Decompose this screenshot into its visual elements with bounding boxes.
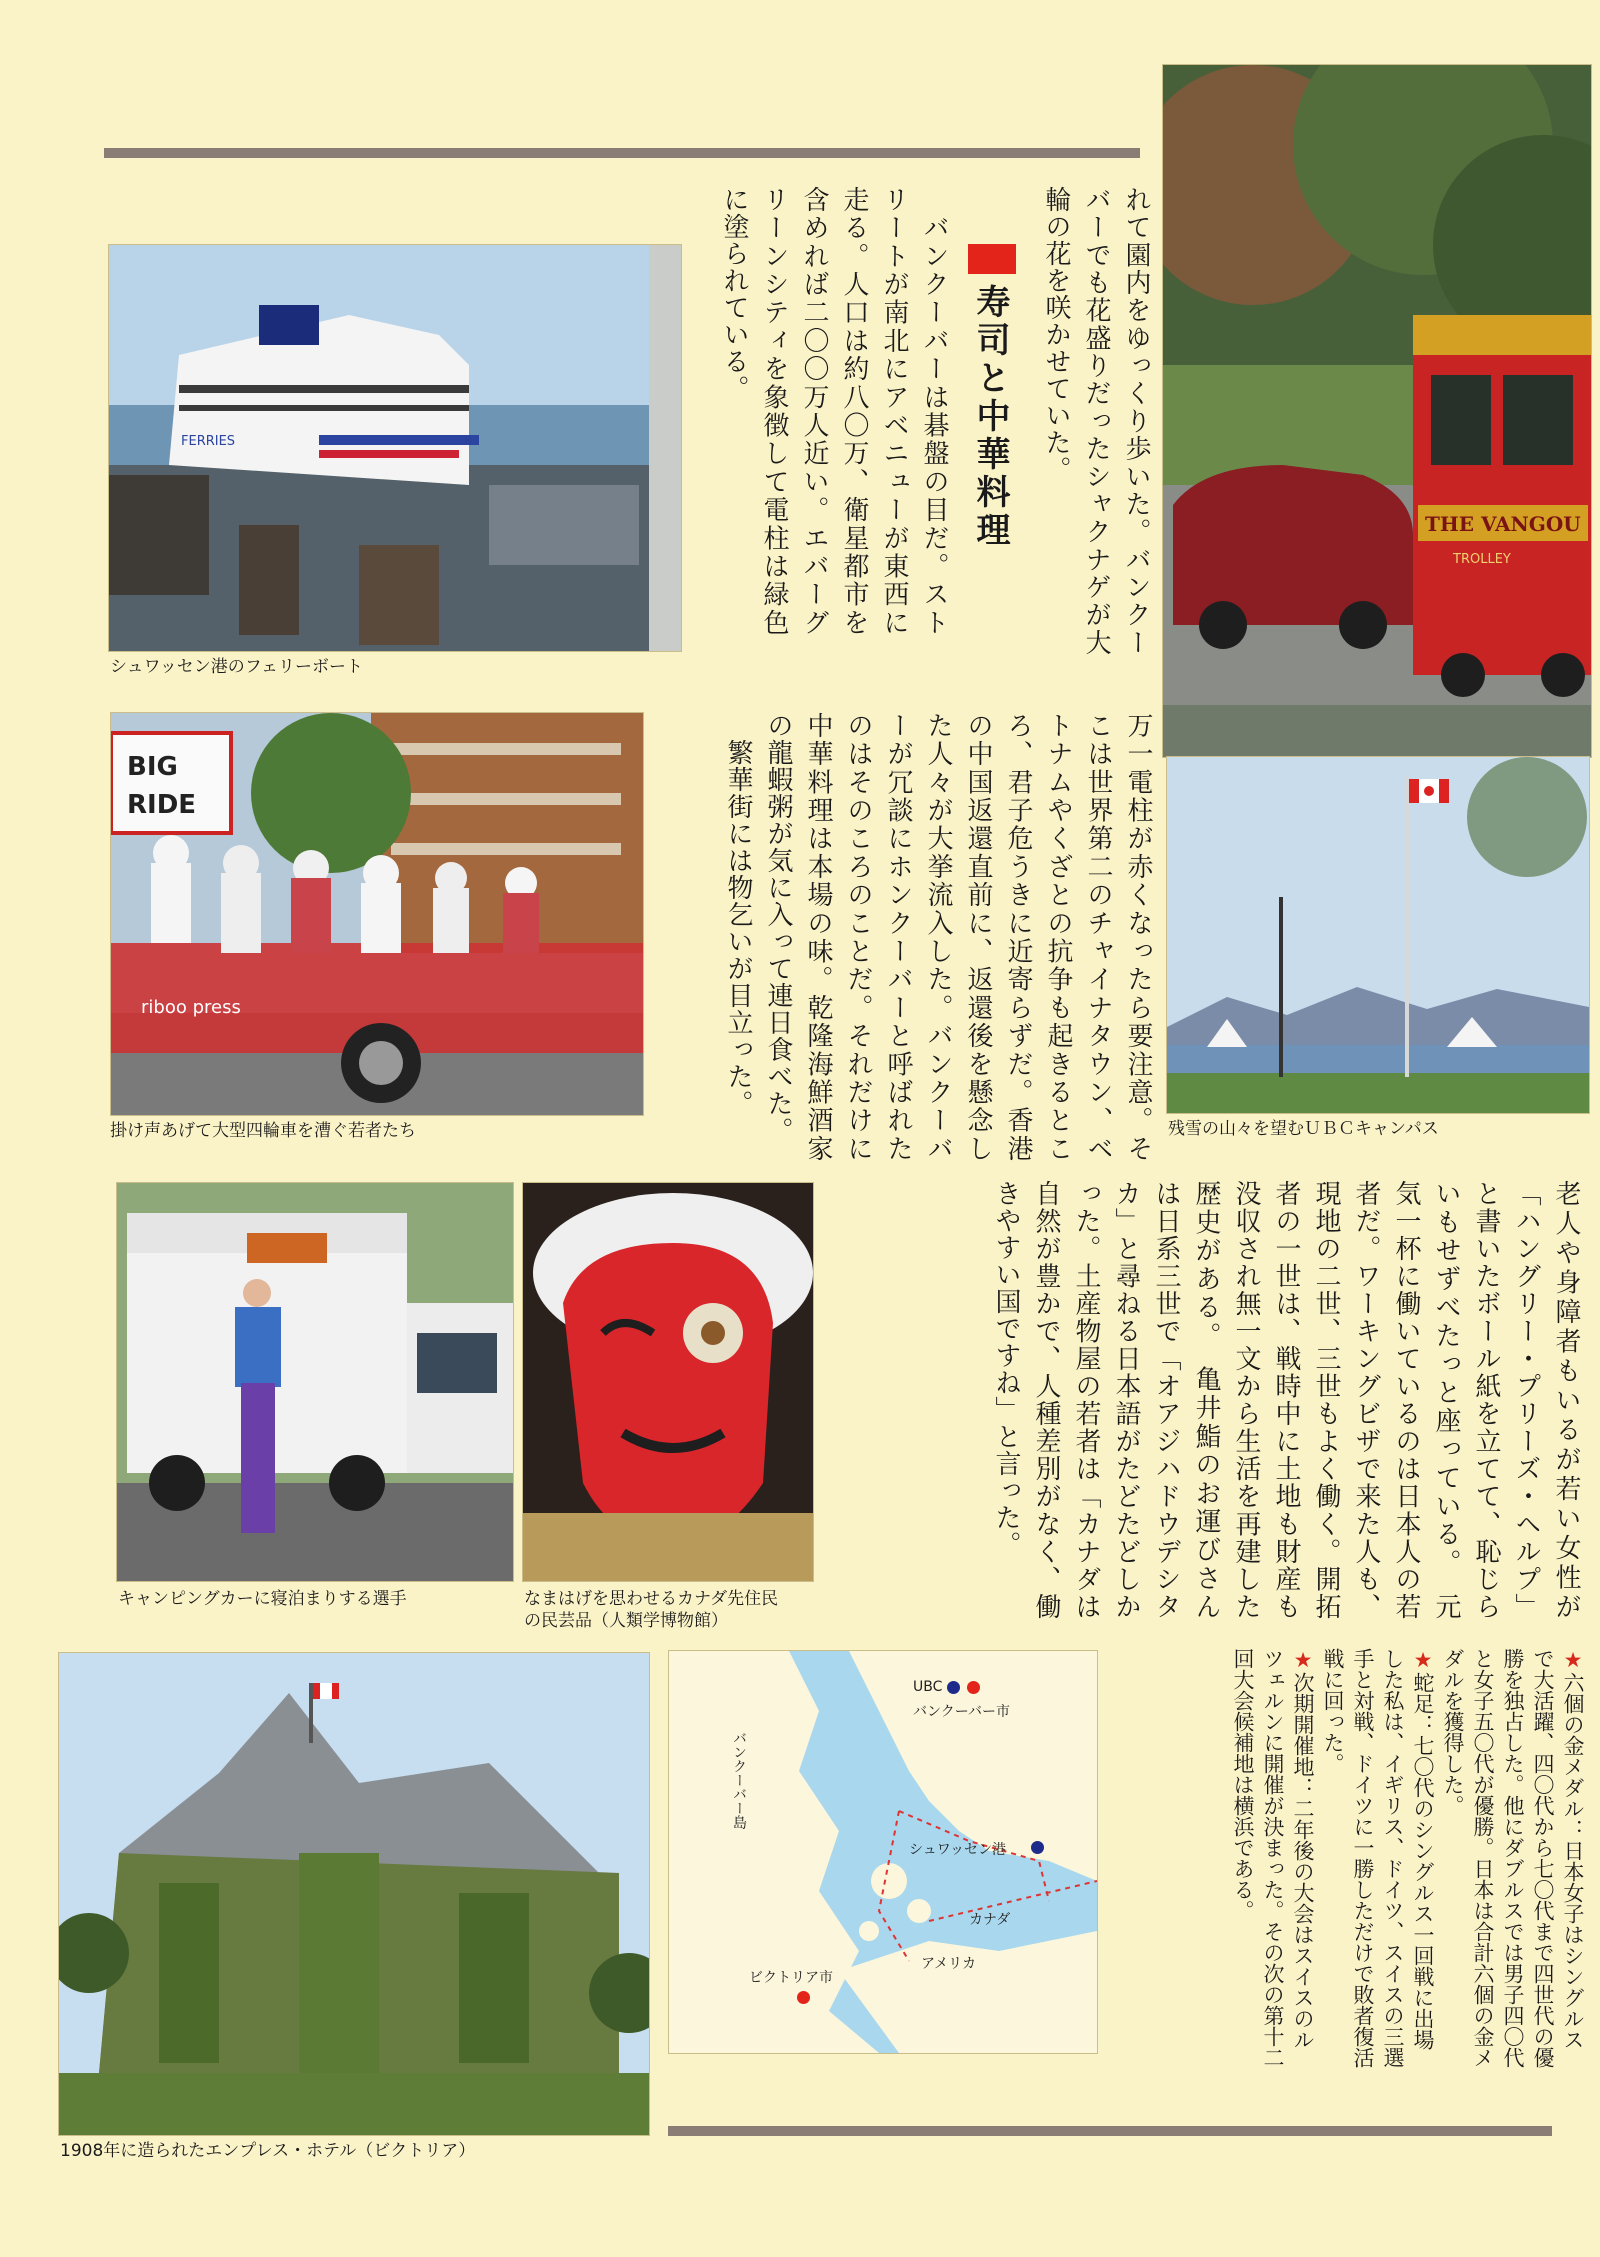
map-label-victoria: ビクトリア市: [749, 1970, 833, 1986]
map-dot-ubc: [947, 1681, 960, 1694]
section-heading: 寿司と中華料理: [970, 284, 1010, 550]
map-dot-vancouver: [967, 1681, 980, 1694]
map-label-vancouver: バンクーバー市: [913, 1704, 1011, 1720]
ubc-caption: 残雪の山々を望むＵＢＣキャンパス: [1168, 1119, 1439, 1139]
article-col-1: [1034, 186, 1156, 656]
heading-red-bar: [968, 244, 1016, 274]
article-col-4: [822, 1180, 1586, 1620]
note-2: [1318, 1648, 1438, 2068]
note-3-text: 次期開催地：二年後の大会はスイスのルツェルンに開催が決まった。その次の第十二回大会候補地は横浜である。: [1231, 1648, 1315, 2068]
notes-section: [1110, 1648, 1588, 2068]
bike-photo: [110, 712, 644, 1116]
trolley-subsign: TROLLEY: [1453, 552, 1511, 567]
bike-sign-big: BIG: [127, 752, 178, 782]
star-icon: ★: [1291, 1648, 1315, 1672]
note-2-text: 蛇足：七〇代のシングルス一回戦に出場した私は、イギリス、ドイツ、スイスの三選手と対戦、ドイツに一勝しただけで敗者復活戦に回った。: [1321, 1648, 1435, 2068]
rv-caption: キャンピングカーに寝泊まりする選手: [118, 1589, 407, 1609]
article-col-2-text: バンクーバーは碁盤の目だ。ストリートが南北にアベニューが東西に走る。人口は約八〇万、衛星都市を含めれば二〇〇万人近い。エバーグリーンシティを象徴して電柱は緑色に塗られている。: [719, 186, 949, 636]
hotel-photo: [58, 1652, 650, 2136]
article-col-3b-text: 繁華街には物乞いが目立った。: [723, 712, 753, 1117]
star-icon: ★: [1411, 1648, 1435, 1672]
bike-caption: 掛け声あげて大型四輪車を漕ぐ若者たち: [110, 1121, 416, 1141]
trolley-sign: THE VANGOU: [1425, 512, 1581, 536]
ferry-hull-text: FERRIES: [181, 434, 236, 449]
article-col-3-text: 万一電柱が赤くなったら要注意。そこは世界第二のチャイナタウン、ベトナムやくざとの抗争も起きるところ、君子危うきに近寄らずだ。香港の中国返還直前に、返還後を懸念した人々が大挙流入した。バンクーバーが冗談にホンクーバーと呼ばれたのはそのころのことだ。それだけに中華料理は本場の味。乾隆海鮮酒家の龍蝦粥が気に入って連日食べた。: [763, 712, 1153, 1162]
map-label-island: バンクーバー島: [731, 1731, 747, 1829]
mask-photo: [522, 1182, 814, 1582]
hotel-caption: 1908年に造られたエンプレス・ホテル（ビクトリア）: [60, 2141, 476, 2161]
trolley-photo: [1162, 64, 1592, 758]
area-map: [668, 1650, 1098, 2054]
ubc-photo: [1166, 756, 1590, 1114]
ferry-photo: [108, 244, 682, 652]
mask-caption: なまはげを思わせるカナダ先住民の民芸品（人類学博物館）: [524, 1589, 779, 1631]
star-icon: ★: [1561, 1648, 1585, 1672]
map-label-usa: アメリカ: [921, 1956, 977, 1972]
article-col-2: [688, 186, 954, 636]
top-rule: [104, 148, 1140, 158]
article-col-4-text: 老人や身障者もいるが若い女性が「ハングリー・プリーズ・ヘルプ」と書いたボール紙を立てて、恥じらいもせずべたっと座っている。 元気一杯に働いているのは日本人の若者だ。ワーキングビザで来た人も、現地の二世、三世もよく働く。開拓者の一世は、戦時中に土地も財産も没収され無一文から生活を再建した歴史がある。 亀井鮨のお運びさんは日系三世で「オアジハドウデシタカ」と尋ねる日本語がたどたどしかった。土産物屋の若者は「カナダは自然が豊かで、人種差別がなく、働きやすい国ですね」と言った。: [991, 1180, 1581, 1620]
article-col-1-text: れて園内をゆっくり歩いた。バンクーバーでも花盛りだったシャクナゲが大輪の花を咲かせていた。: [1041, 186, 1151, 656]
article-col-3: [650, 712, 1158, 1162]
bike-press-text: riboo press: [141, 997, 241, 1018]
note-1: [1438, 1648, 1588, 2068]
note-1-text: 六個の金メダル：日本女子はシングルスで大活躍、四〇代から七〇代まで四世代の優勝を独占した。他にダブルスでは男子四〇代と女子五〇代が優勝。日本は合計六個の金メダルを獲得した。: [1441, 1648, 1585, 2068]
note-3: [1228, 1648, 1318, 2068]
map-label-tsawwassen: シュワッセン港: [909, 1842, 1007, 1858]
rv-photo: [116, 1182, 514, 1582]
map-label-canada: カナダ: [969, 1912, 1011, 1928]
ferry-caption: シュワッセン港のフェリーボート: [110, 657, 363, 677]
map-dot-victoria: [797, 1991, 810, 2004]
map-label-ubc: UBC: [913, 1679, 943, 1695]
bottom-rule: [668, 2126, 1552, 2136]
map-dot-tsawwassen: [1031, 1841, 1044, 1854]
bike-sign-ride: RIDE: [127, 790, 197, 820]
